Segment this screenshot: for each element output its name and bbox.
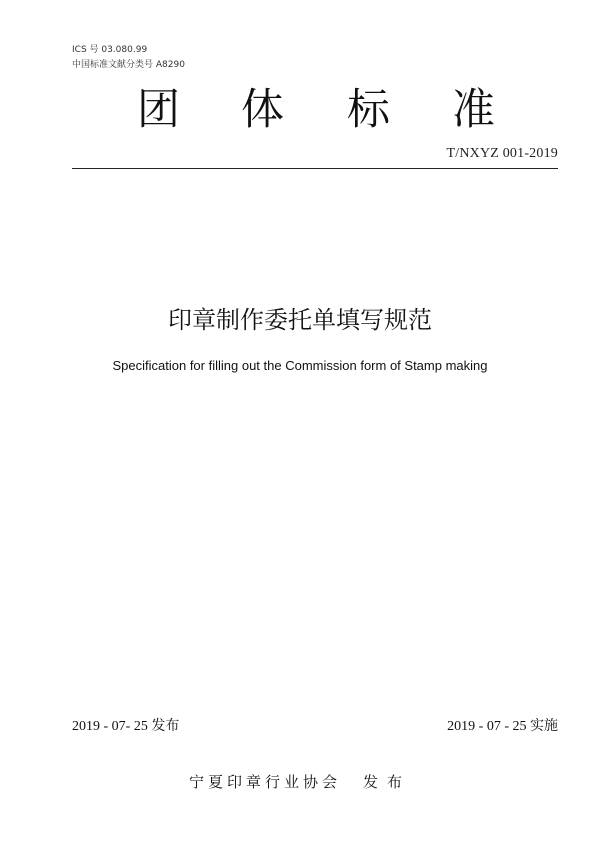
standard-type-char: 标 [347, 85, 390, 135]
standard-type-char: 团 [137, 85, 180, 135]
standard-number: T/NXYZ 001-2019 [446, 146, 558, 161]
header-divider [72, 168, 558, 169]
implementation-date: 2019 - 07 - 25 实施 [447, 719, 558, 734]
standard-type-char: 体 [241, 85, 284, 135]
ics-code: ICS 号 03.080.99 [72, 45, 148, 55]
standard-type-char: 准 [452, 85, 495, 135]
title-english: Specification for filling out the Commission form of Stamp making [112, 358, 488, 373]
issuer-line [0, 772, 600, 792]
title-chinese: 印章制作委托单填写规范 [168, 306, 432, 334]
issuer-name: 宁夏印章行业协会 [188, 773, 341, 791]
issue-date: 2019 - 07- 25 发布 [72, 719, 180, 734]
ccs-code: 中国标准文献分类号 A8290 [72, 60, 185, 70]
issue-action: 发布 [363, 773, 412, 791]
